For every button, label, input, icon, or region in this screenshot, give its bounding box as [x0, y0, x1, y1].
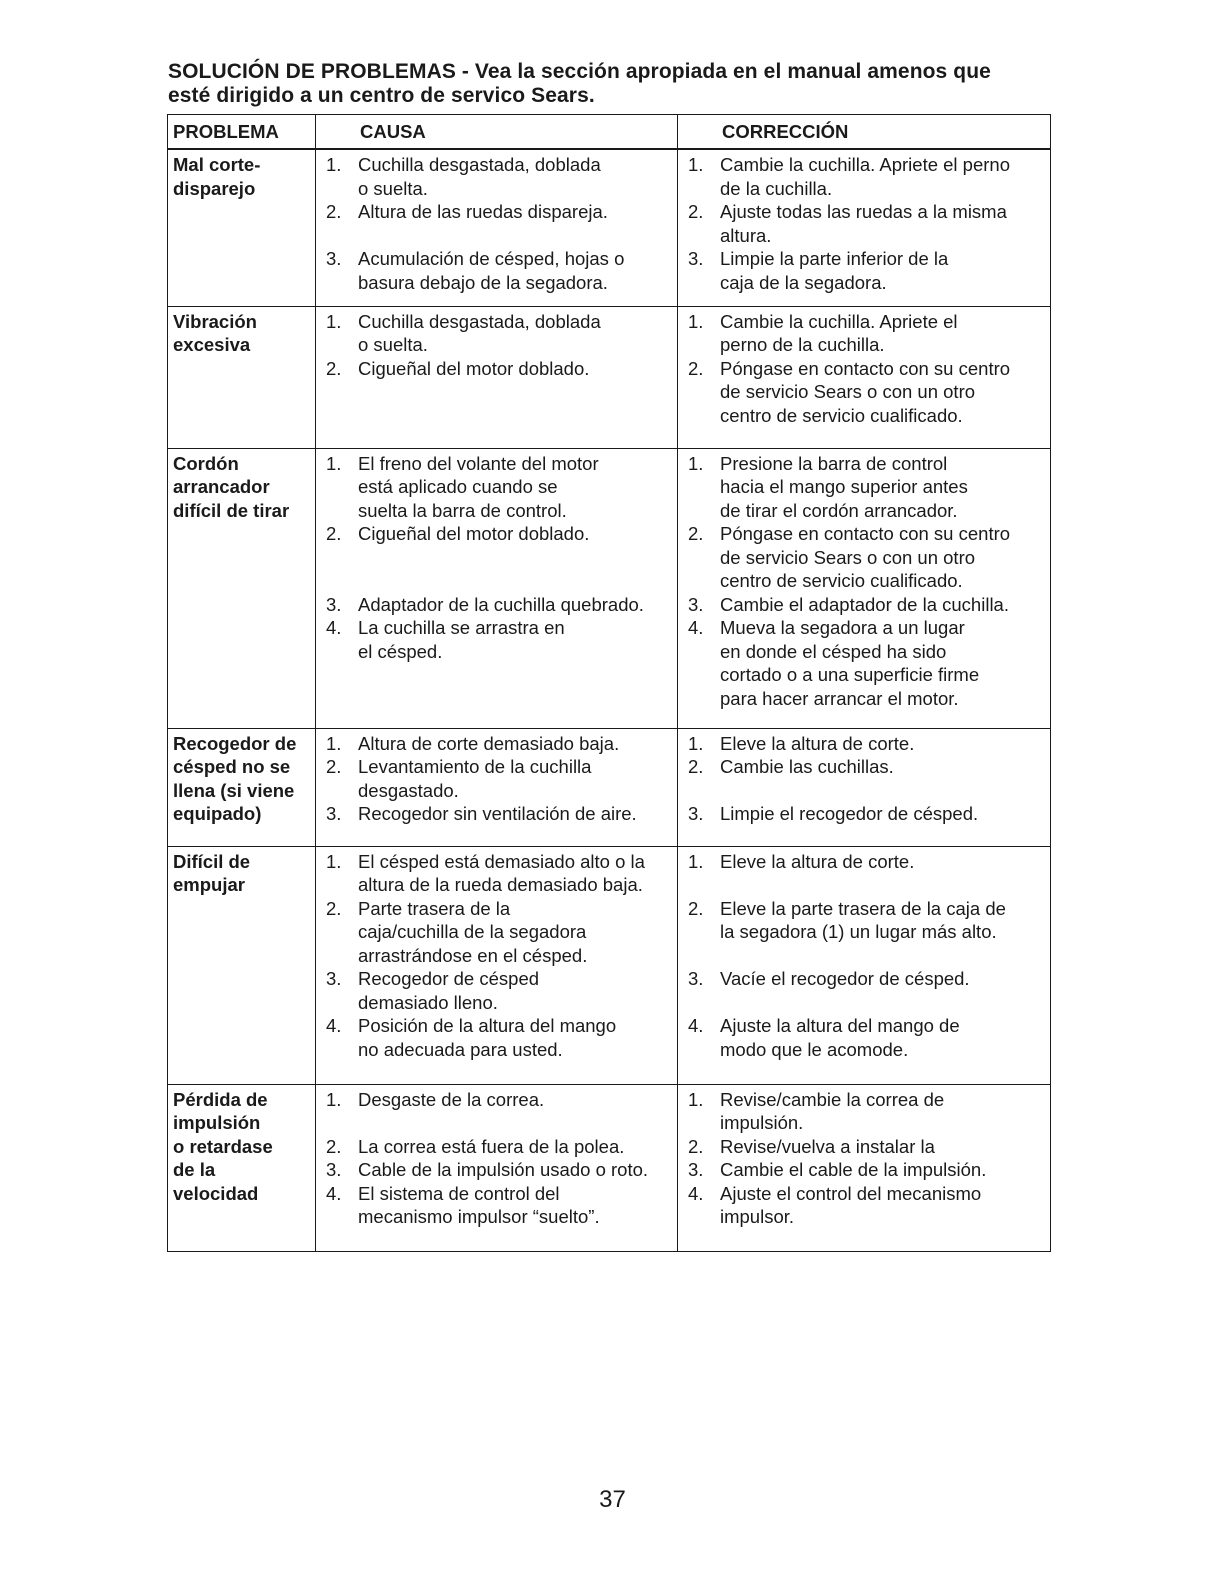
correction-text: perno de la cuchilla. — [720, 334, 885, 355]
correction-number: 2. — [688, 357, 704, 379]
cause-entry — [316, 1135, 671, 1159]
cause-entry — [316, 593, 671, 617]
correction-entry — [678, 593, 1044, 617]
cause-text: Cigueñal del motor doblado. — [358, 357, 590, 379]
table-row — [168, 448, 1051, 728]
cause-cell — [316, 448, 678, 728]
cause-text: Adaptador de la cuchilla quebrado. — [358, 593, 644, 615]
correction-number: 2. — [688, 756, 704, 777]
problem-cell — [168, 728, 316, 846]
cause-text: arrastrándose en el césped. — [358, 944, 588, 966]
cause-entry — [316, 200, 671, 247]
correction-entry — [678, 616, 1044, 710]
cause-text: Posición de la altura del mango — [358, 1015, 617, 1036]
header-problema: PROBLEMA — [168, 115, 316, 150]
table-row — [168, 728, 1051, 846]
cause-text: altura de la rueda demasiado baja. — [358, 874, 643, 895]
cause-number: 2. — [326, 897, 342, 919]
cause-entry — [316, 1088, 671, 1135]
correction-text: Ajuste el control del mecanismo — [720, 1182, 982, 1204]
correction-entry — [678, 1135, 1044, 1159]
correction-text: cortado o a una superficie firme — [720, 664, 980, 685]
heading-line-1: SOLUCIÓN DE PROBLEMAS - Vea la sección apropiada en el manual amenos que — [168, 60, 991, 83]
problem-text: Vibración — [173, 310, 257, 332]
correction-number: 1. — [688, 850, 704, 872]
cause-text: El freno del volante del motor — [358, 452, 599, 474]
problem-text: velocidad — [173, 1182, 259, 1204]
correction-text: Póngase en contacto con su centro — [720, 357, 1011, 379]
correction-text: hacia el mango superior antes — [720, 476, 968, 497]
correction-cell — [678, 846, 1051, 1084]
problem-text: llena (si viene — [173, 779, 295, 801]
correction-number: 3. — [688, 803, 704, 824]
correction-text: de tirar el cordón arrancador. — [720, 499, 958, 521]
correction-entry — [678, 522, 1044, 593]
cause-entry — [316, 452, 671, 523]
problem-text: césped no se — [173, 756, 291, 777]
cause-entry — [316, 732, 671, 756]
correction-text: Eleve la altura de corte. — [720, 732, 915, 754]
correction-cell — [678, 306, 1051, 448]
correction-number: 4. — [688, 617, 704, 638]
cause-text: Recogedor sin ventilación de aire. — [358, 803, 637, 824]
correction-entry — [678, 755, 1044, 802]
correction-text: Eleve la parte trasera de la caja de — [720, 897, 1006, 919]
correction-text: Vacíe el recogedor de césped. — [720, 968, 970, 989]
correction-number: 3. — [688, 248, 704, 269]
cause-text: desgastado. — [358, 779, 459, 801]
problem-text: impulsión — [173, 1112, 261, 1133]
correction-text: Eleve la altura de corte. — [720, 850, 915, 872]
cause-entry — [316, 850, 671, 897]
cause-text: está aplicado cuando se — [358, 476, 558, 497]
correction-entry — [678, 897, 1044, 968]
cause-number: 3. — [326, 803, 342, 824]
heading-line-2: esté dirigido a un centro de servico Sears. — [168, 84, 595, 107]
cause-entry — [316, 153, 671, 200]
cause-text — [358, 1111, 671, 1135]
correction-text — [720, 944, 1044, 968]
cause-number: 2. — [326, 1135, 342, 1157]
cause-number: 1. — [326, 1088, 342, 1110]
problem-text: Cordón — [173, 452, 239, 474]
table-row — [168, 149, 1051, 306]
cause-entry — [316, 897, 671, 968]
correction-cell — [678, 448, 1051, 728]
correction-text: Limpie el recogedor de césped. — [720, 803, 979, 824]
correction-text: centro de servicio cualificado. — [720, 570, 963, 591]
correction-entry — [678, 850, 1044, 897]
problem-text: arrancador — [173, 476, 270, 497]
cause-number: 4. — [326, 1015, 342, 1036]
correction-entry — [678, 1014, 1044, 1061]
correction-text: Cambie la cuchilla. Apriete el — [720, 310, 958, 332]
page-heading — [168, 60, 1058, 108]
correction-text: Cambie el cable de la impulsión. — [720, 1159, 987, 1180]
correction-cell — [678, 1084, 1051, 1251]
cause-entry — [316, 247, 671, 294]
problem-text: o retardase — [173, 1135, 273, 1157]
correction-entry — [678, 452, 1044, 523]
cause-entry — [316, 522, 671, 593]
correction-text: Cambie la cuchilla. Apriete el perno — [720, 154, 1010, 175]
cause-cell — [316, 1084, 678, 1251]
correction-cell — [678, 728, 1051, 846]
cause-text: Cigueñal del motor doblado. — [358, 523, 590, 544]
problem-text: Mal corte- — [173, 154, 261, 175]
cause-number: 1. — [326, 850, 342, 872]
correction-number: 3. — [688, 968, 704, 989]
cause-number: 1. — [326, 310, 342, 332]
cause-text: Altura de las ruedas dispareja. — [358, 201, 608, 222]
correction-text: para hacer arrancar el motor. — [720, 687, 959, 709]
cause-entry — [316, 1158, 671, 1182]
cause-number: 3. — [326, 593, 342, 615]
correction-number: 4. — [688, 1015, 704, 1036]
cause-text — [358, 569, 671, 593]
cause-number: 1. — [326, 154, 342, 175]
correction-entry — [678, 310, 1044, 357]
page-number: 37 — [599, 1486, 626, 1513]
correction-number: 3. — [688, 593, 704, 615]
correction-text: en donde el césped ha sido — [720, 640, 947, 662]
correction-text — [720, 991, 1044, 1015]
problem-text: Difícil de — [173, 850, 251, 872]
correction-text: Ajuste todas las ruedas a la misma — [720, 201, 1007, 222]
correction-text: modo que le acomode. — [720, 1038, 909, 1060]
cause-text: mecanismo impulsor “suelto”. — [358, 1206, 600, 1227]
cause-text: o suelta. — [358, 334, 428, 355]
correction-text: la segadora (1) un lugar más alto. — [720, 921, 997, 942]
cause-text: basura debajo de la segadora. — [358, 271, 608, 293]
cause-cell — [316, 149, 678, 306]
correction-number: 2. — [688, 523, 704, 544]
cause-number: 4. — [326, 617, 342, 638]
cause-entry — [316, 1014, 671, 1061]
correction-text: Ajuste la altura del mango de — [720, 1015, 960, 1036]
cause-number: 2. — [326, 357, 342, 379]
header-causa: CAUSA — [316, 115, 678, 150]
correction-number: 3. — [688, 1159, 704, 1180]
correction-entry — [678, 153, 1044, 200]
cause-entry — [316, 802, 671, 826]
cause-text: demasiado lleno. — [358, 991, 498, 1013]
cause-entry — [316, 357, 671, 381]
cause-entry — [316, 1182, 671, 1229]
problem-cell — [168, 846, 316, 1084]
problem-text: difícil de tirar — [173, 499, 290, 521]
cause-entry — [316, 616, 671, 663]
cause-text: Cuchilla desgastada, doblada — [358, 310, 601, 332]
cause-text: El sistema de control del — [358, 1182, 560, 1204]
table-row — [168, 846, 1051, 1084]
cause-cell — [316, 306, 678, 448]
problem-text: disparejo — [173, 177, 256, 199]
correction-text: centro de servicio cualificado. — [720, 404, 963, 426]
cause-text: Cable de la impulsión usado o roto. — [358, 1159, 649, 1180]
correction-entry — [678, 247, 1044, 294]
correction-number: 4. — [688, 1182, 704, 1204]
correction-text: impulsión. — [720, 1112, 804, 1133]
cause-number: 4. — [326, 1182, 342, 1204]
cause-text: La correa está fuera de la polea. — [358, 1135, 625, 1157]
cause-text: o suelta. — [358, 177, 428, 199]
cause-cell — [316, 728, 678, 846]
correction-text: Revise/cambie la correa de — [720, 1088, 945, 1110]
correction-number: 1. — [688, 732, 704, 754]
problem-text: de la — [173, 1159, 216, 1180]
correction-text: Limpie la parte inferior de la — [720, 248, 949, 269]
correction-entry — [678, 1182, 1044, 1229]
correction-entry — [678, 1158, 1044, 1182]
problem-text: excesiva — [173, 334, 251, 355]
cause-text: La cuchilla se arrastra en — [358, 617, 565, 638]
correction-entry — [678, 732, 1044, 756]
table-row — [168, 306, 1051, 448]
problem-cell — [168, 448, 316, 728]
cause-number: 2. — [326, 523, 342, 544]
cause-number: 2. — [326, 201, 342, 222]
correction-text: Mueva la segadora a un lugar — [720, 617, 965, 638]
cause-number: 1. — [326, 732, 342, 754]
correction-number: 1. — [688, 154, 704, 175]
correction-number: 1. — [688, 310, 704, 332]
cause-text: El césped está demasiado alto o la — [358, 850, 645, 872]
correction-entry — [678, 802, 1044, 826]
table-header-row — [168, 115, 1051, 150]
table-row — [168, 1084, 1051, 1251]
problem-text: Pérdida de — [173, 1088, 268, 1110]
cause-entry — [316, 755, 671, 802]
cause-text: Levantamiento de la cuchilla — [358, 756, 592, 777]
cause-text: Altura de corte demasiado baja. — [358, 732, 620, 754]
correction-number: 2. — [688, 1135, 704, 1157]
correction-text: caja de la segadora. — [720, 271, 887, 293]
cause-entry — [316, 310, 671, 357]
correction-entry — [678, 1088, 1044, 1135]
cause-number: 2. — [326, 756, 342, 777]
correction-text — [720, 779, 1044, 803]
correction-number: 1. — [688, 452, 704, 474]
correction-text: de servicio Sears o con un otro — [720, 546, 976, 568]
correction-text — [720, 873, 1044, 897]
correction-text: altura. — [720, 224, 772, 246]
correction-text: de la cuchilla. — [720, 177, 833, 199]
cause-text: suelta la barra de control. — [358, 499, 567, 521]
correction-entry — [678, 357, 1044, 428]
correction-text: Cambie las cuchillas. — [720, 756, 894, 777]
correction-entry — [678, 967, 1044, 1014]
correction-text: de servicio Sears o con un otro — [720, 381, 976, 402]
cause-number: 1. — [326, 452, 342, 474]
cause-text: Desgaste de la correa. — [358, 1088, 545, 1110]
correction-text: Revise/vuelva a instalar la — [720, 1135, 935, 1157]
cause-entry — [316, 967, 671, 1014]
cause-number: 3. — [326, 248, 342, 269]
cause-number: 3. — [326, 968, 342, 989]
troubleshooting-table — [167, 114, 1051, 1252]
correction-number: 2. — [688, 897, 704, 919]
problem-text: Recogedor de — [173, 732, 297, 754]
cause-text — [358, 224, 671, 248]
problem-cell — [168, 306, 316, 448]
correction-number: 1. — [688, 1088, 704, 1110]
problem-text: equipado) — [173, 803, 262, 824]
problem-text: empujar — [173, 874, 245, 895]
cause-text: Cuchilla desgastada, doblada — [358, 154, 601, 175]
cause-text: el césped. — [358, 640, 443, 662]
correction-text: impulsor. — [720, 1206, 795, 1227]
header-correccion: CORRECCIÓN — [678, 115, 1051, 150]
problem-cell — [168, 149, 316, 306]
correction-entry — [678, 200, 1044, 247]
correction-cell — [678, 149, 1051, 306]
cause-number: 3. — [326, 1159, 342, 1180]
cause-text: caja/cuchilla de la segadora — [358, 921, 587, 942]
cause-text: Parte trasera de la — [358, 897, 511, 919]
correction-text: Cambie el adaptador de la cuchilla. — [720, 593, 1009, 615]
cause-text: no adecuada para usted. — [358, 1038, 563, 1060]
correction-text: Presione la barra de control — [720, 452, 948, 474]
cause-text: Acumulación de césped, hojas o — [358, 248, 625, 269]
cause-text: Recogedor de césped — [358, 968, 540, 989]
problem-cell — [168, 1084, 316, 1251]
correction-number: 2. — [688, 201, 704, 222]
cause-text — [358, 546, 671, 570]
cause-cell — [316, 846, 678, 1084]
correction-text: Póngase en contacto con su centro — [720, 523, 1011, 544]
